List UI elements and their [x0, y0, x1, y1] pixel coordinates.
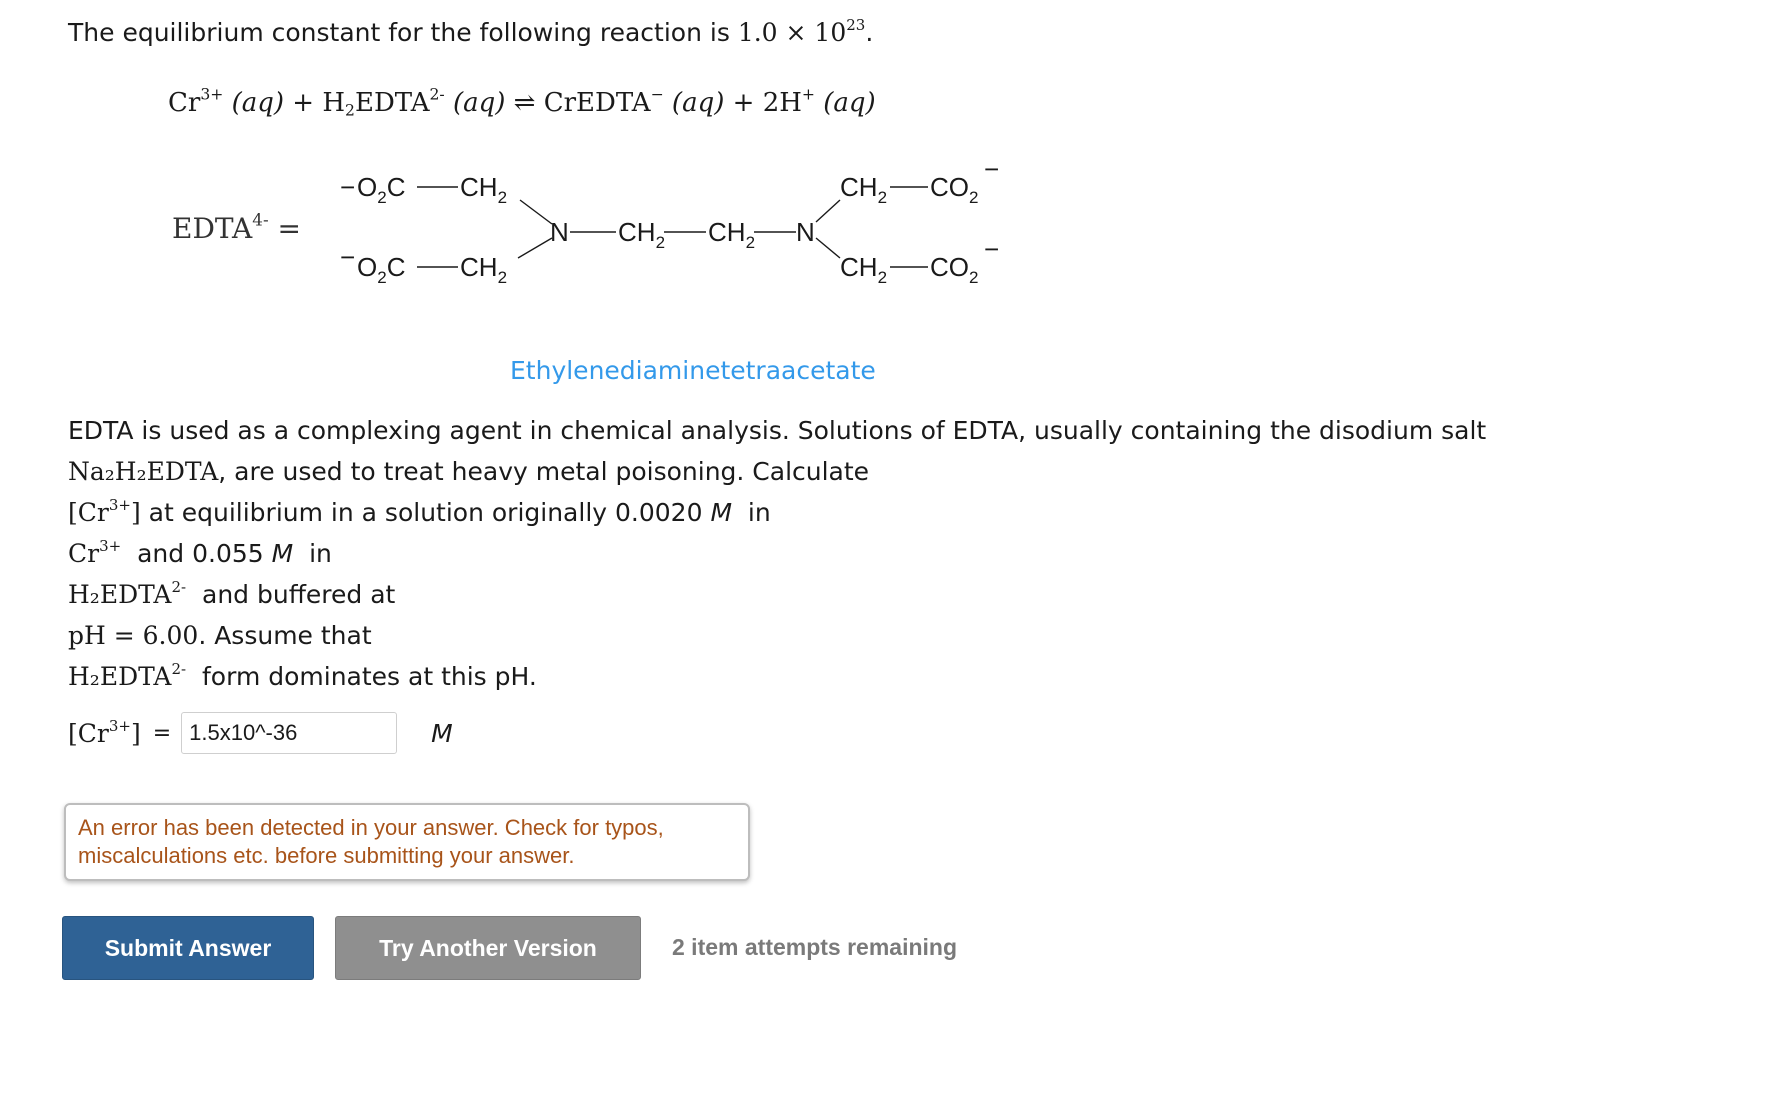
problem-text	[68, 410, 1486, 697]
svg-text:−: −	[984, 234, 1000, 264]
error-message-box	[64, 803, 750, 881]
svg-text:CH2: $CH_2$	[840, 252, 888, 287]
intro-text: The equilibrium constant for the following reaction is	[68, 18, 730, 47]
svg-text:O2C: $O_2C$	[357, 172, 406, 207]
charge-minus: −	[340, 172, 356, 202]
intro-line: The equilibrium constant for the following reaction is $1.0 \times 10^{23}$.	[68, 15, 874, 47]
svg-text:CH2: $CH_2$	[840, 172, 888, 207]
try-another-version-button[interactable]: Try Another Version	[335, 916, 641, 980]
equilibrium-constant: $1.0 \times 10^{23}$	[737, 15, 866, 47]
svg-text:CH2: $CH_2$	[708, 217, 756, 252]
edta-label: $EDTA^{4-}$ =	[172, 209, 301, 245]
problem-line-6: pH = 6.00. Assume that	[68, 621, 372, 650]
submit-answer-button[interactable]: Submit Answer	[62, 916, 314, 980]
edta-structure-svg	[300, 154, 1080, 308]
svg-text:CO2: $CO_2$	[930, 172, 979, 207]
equilibrium-arrow: ⇌	[513, 88, 536, 118]
answer-input[interactable]	[181, 712, 397, 754]
error-message-text: An error has been detected in your answer. Check for typos, miscalculations etc. before submitting your answer.	[78, 815, 664, 868]
svg-text:CH2: $CH_2$	[618, 217, 666, 252]
svg-text:N: N	[796, 217, 815, 247]
reaction-equation: $Cr^{3+}$ $(aq) + H_2EDTA^{2-}$ (aq) ⇌ CrEDTA− (aq) + 2H+ (aq)	[168, 85, 876, 120]
problem-line-5: $H_2EDTA^{2-}$ and buffered at	[68, 577, 396, 609]
problem-line-3: $[Cr^{3+}]$ at equilibrium in a solution originally 0.0020 M in	[68, 495, 771, 527]
structure-caption: Ethylenediaminetetraacetate	[510, 356, 876, 385]
problem-line-7: $H_2EDTA^{2-}$ form dominates at this pH.	[68, 659, 537, 691]
edta-structure	[300, 154, 1080, 308]
answer-row	[68, 712, 453, 754]
svg-text:N: N	[550, 217, 569, 247]
answer-unit: M	[431, 718, 453, 748]
attempts-remaining: 2 item attempts remaining	[672, 934, 958, 960]
svg-text:CH2: $CH_2$	[460, 172, 508, 207]
problem-line-2: Na₂H₂EDTA, are used to treat heavy metal poisoning. Calculate	[68, 457, 870, 486]
svg-text:O2C: $O_2C$	[357, 252, 406, 287]
svg-text:CH2: $CH_2$	[460, 252, 508, 287]
problem-line-4: $Cr^{3+}$ and 0.055 M in	[68, 536, 332, 568]
answer-equals: =	[152, 720, 172, 746]
svg-text:−: −	[340, 242, 356, 272]
problem-line-1: EDTA is used as a complexing agent in chemical analysis. Solutions of EDTA, usually containing the disodium salt	[68, 416, 1487, 445]
svg-text:−: −	[984, 154, 1000, 184]
svg-text:CO2: $CO_2$	[930, 252, 979, 287]
answer-label: $[Cr^{3+}]$	[68, 716, 141, 748]
